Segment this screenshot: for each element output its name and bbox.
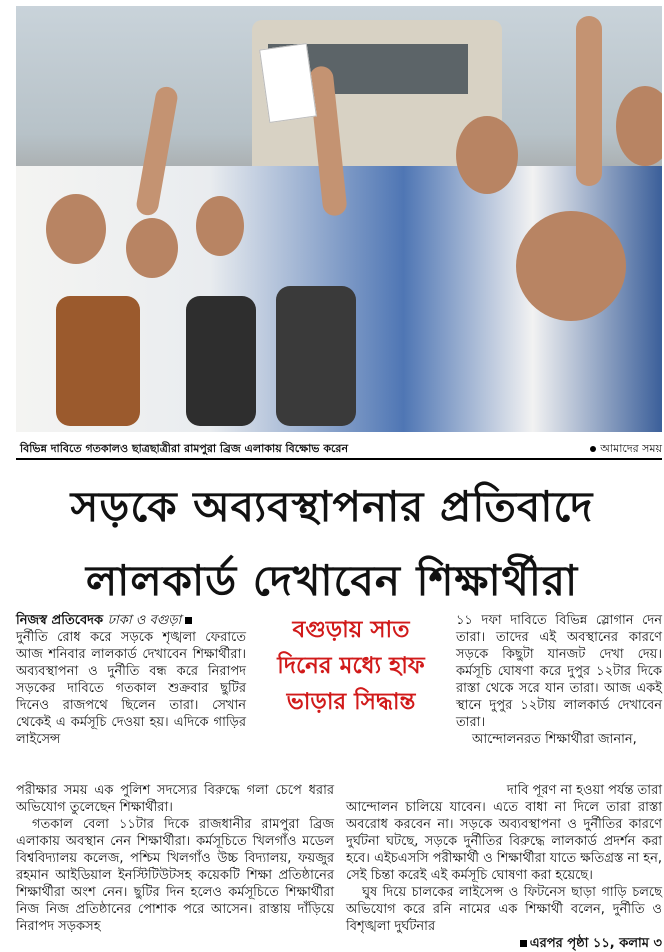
article-line: দাবি পূরণ না হওয়া পর্যন্ত তারা bbox=[506, 783, 662, 798]
sidebar-line-3: ভাড়ার সিদ্ধান্ত bbox=[286, 689, 416, 715]
photo-caption bbox=[16, 438, 662, 460]
continued-on-page-link[interactable] bbox=[346, 935, 662, 952]
sidebar-line-1: বগুড়ায় সাত bbox=[292, 617, 410, 643]
article-paragraph: ১১ দফা দাবিতে বিভিন্ন স্লোগান দেন তারা। তাদের এই অবস্থানের কারণে সড়কে কিছুটা যানজট দেখা দেয়। কর্মসূচি ঘোষণা করে দুপুর ১২টার দিকে রাস্তা থেকে সরে যান তারা। আজ একই স্থানে দুপুর ১২টায় লালকার্ড দেখাবেন তারা। bbox=[456, 613, 662, 730]
byline bbox=[16, 612, 246, 629]
person-face bbox=[456, 116, 518, 194]
article-paragraph: আন্দোলন চালিয়ে যাবেন। এতে বাধা না দিলে তারা রাস্তা অবরোধ করবেন না। সড়কে অব্যবস্থাপনা ও দুর্নীতির কারণে দুর্ঘটনা ঘটছে, সড়কে দুর্নীতির বিরুদ্ধে লালকার্ড প্রদর্শন করা হবে। এইচএসসি পরীক্ষার্থী ও শিক্ষার্থীরা যাতে ক্ষতিগ্রস্ত না হন, সেই চিন্তা করেই এই কর্মসূচি ঘোষণা করা হয়েছে। bbox=[346, 800, 662, 883]
article-paragraph: আন্দোলনরত শিক্ষার্থীরা জানান, bbox=[472, 732, 637, 747]
person-face bbox=[46, 194, 106, 264]
article-paragraph: গতকাল বেলা ১১টার দিকে রাজধানীর রামপুরা ব্রিজ এলাকায় অবস্থান নেন শিক্ষার্থীরা। কর্মসূচিতে খিলগাঁও মডেল বিশ্ববিদ্যালয় কলেজ, পশ্চিম খিলগাঁও উচ্চ বিদ্যালয়, ফয়জুর রহমান আইডিয়াল ইনস্টিটিউটসহ কয়েকটি শিক্ষা প্রতিষ্ঠানের শিক্ষার্থীরা অংশ নেন। ছুটির দিন হলেও কর্মসূচিতে শিক্ষার্থীরা নিজ নিজ প্রতিষ্ঠানের পোশাক পরে আসেন। রাস্তায় দাঁড়িয়ে নিরাপদ সড়কসহ bbox=[16, 817, 334, 934]
sidebar-line-2: দিনের মধ্যে হাফ bbox=[277, 653, 425, 679]
article-column-2-lower bbox=[346, 782, 662, 952]
photo-credit bbox=[590, 440, 662, 459]
byline-location: ঢাকা ও বগুড়া bbox=[107, 613, 182, 628]
byline-author: নিজস্ব প্রতিবেদক bbox=[16, 613, 104, 628]
protest-paper bbox=[259, 43, 317, 123]
person-face bbox=[616, 86, 662, 166]
credit-text: আমাদের সময় bbox=[600, 442, 662, 455]
news-photo bbox=[16, 6, 662, 432]
article-paragraph: ঘুষ দিয়ে চালকের লাইসেন্স ও ফিটনেস ছাড়া গাড়ি চলছে অভিযোগ করে রনি নামের এক শিক্ষার্থী বলেন, দুর্নীতি ও বিশৃঙ্খলা দুর্ঘটনার bbox=[346, 885, 662, 934]
headline-line-1: সড়কে অব্যবস্থাপনার প্রতিবাদে bbox=[70, 482, 594, 531]
person-face bbox=[196, 196, 244, 256]
article-paragraph: দুর্নীতি রোধ করে সড়কে শৃঙ্খলা ফেরাতে আজ শনিবার লালকার্ড দেখাবেন শিক্ষার্থীরা। অব্যবস্থাপনা ও দুর্নীতি বন্ধ করে নিরাপদ সড়কের দাবিতে গতকাল শুক্রবার ছুটির দিনেও রাজপথে ছিলেন তারা। সেখান থেকেই এ কর্মসূচি দেওয়া হয়। এদিকে গাড়ির লাইসেন্স bbox=[16, 630, 246, 747]
headline-line-2: লালকার্ড দেখাবেন শিক্ষার্থীরা bbox=[85, 556, 579, 605]
person-face bbox=[516, 211, 626, 321]
article-column-1-top bbox=[16, 612, 246, 748]
raised-arm bbox=[576, 16, 602, 186]
article-column-2-top bbox=[456, 612, 662, 748]
bullet-icon bbox=[590, 446, 596, 452]
caption-text: বিভিন্ন দাবিতে গতকালও ছাত্রছাত্রীরা রামপুরা ব্রিজ এলাকায় বিক্ষোভ করেন bbox=[20, 442, 349, 455]
sidebar-headline[interactable] bbox=[248, 612, 454, 742]
person-face bbox=[126, 218, 178, 278]
backpack bbox=[276, 286, 356, 426]
square-bullet-icon bbox=[185, 617, 192, 624]
square-bullet-icon bbox=[520, 940, 527, 947]
article-paragraph: পরীক্ষার সময় এক পুলিশ সদস্যের বিরুদ্ধে গলা চেপে ধরার অভিযোগ তুলেছেন শিক্ষার্থীরা। bbox=[16, 783, 334, 815]
backpack bbox=[186, 296, 256, 426]
article-column-1-lower bbox=[16, 782, 334, 935]
jump-text: এরপর পৃষ্ঠা ১১, কলাম ৩ bbox=[529, 936, 662, 951]
backpack bbox=[56, 296, 140, 426]
